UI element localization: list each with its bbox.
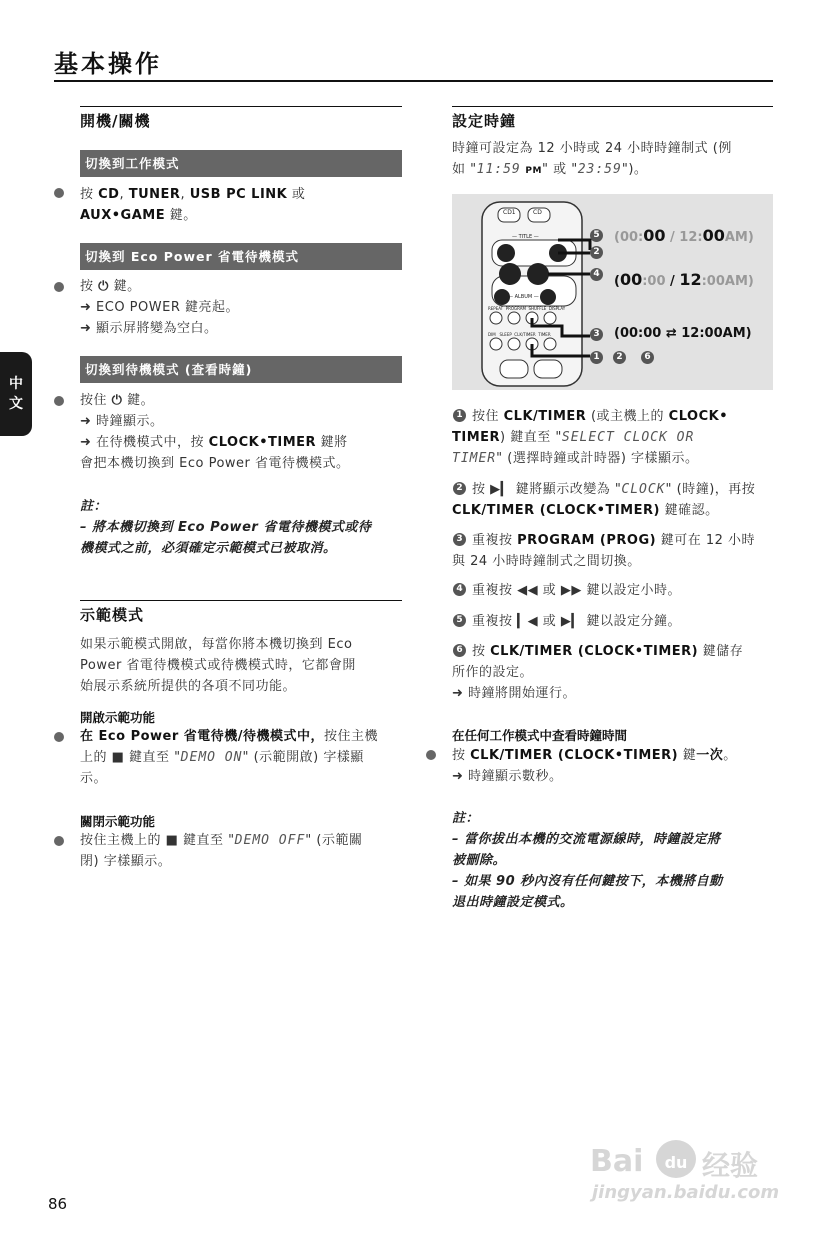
watermark-brand: Bai xyxy=(590,1144,644,1179)
section-title-power: 開機/關機 xyxy=(80,112,151,130)
paragraph-demo-off: 按住主機上的 ■ 鍵直至 "DEMO OFF" (示範關 閉) 字樣顯示。 xyxy=(80,833,363,869)
language-tab-label: 中文 xyxy=(9,376,23,412)
subheading-bar: 切換到待機模式 (查看時鐘) xyxy=(80,356,402,383)
callout-number: 3 xyxy=(590,328,603,341)
paragraph-view-clock: 按 CLK/TIMER (CLOCK•TIMER) 鍵一次。 ➜ 時鐘顯示數秒。 xyxy=(452,748,737,784)
paragraph-clock-intro: 時鐘可設定為 12 小時或 24 小時時鐘制式 (例 如 "11:59 PM" 或 "23:59")。 xyxy=(452,141,732,177)
clock-display-hours: (00:00 / 12:00AM) xyxy=(614,270,754,289)
watermark-url: jingyan.baidu.com xyxy=(592,1182,780,1203)
remote-label: — ALBUM — xyxy=(508,294,539,300)
bullet-icon xyxy=(54,836,64,846)
bullet-icon xyxy=(54,396,64,406)
bullet-icon xyxy=(54,732,64,742)
left-column xyxy=(80,106,402,869)
step-number: 5 xyxy=(453,614,466,627)
step-1: 按住 CLK/TIMER (或主機上的 CLOCK• TIMER) 鍵直至 "SELECT CLOCK OR TIMER" (選擇時鐘或計時器) 字樣顯示。 xyxy=(452,409,729,466)
power-icon: ⏻ xyxy=(111,393,123,408)
remote-figure xyxy=(452,194,773,390)
step-number: 2 xyxy=(453,482,466,495)
paragraph-demo: 如果示範模式開啟，每當你將本機切換到 Eco Power 省電待機模式或待機模式時，它都會開 始展示系統所提供的各項不同功能。 xyxy=(80,637,356,694)
page-title: 基本操作 xyxy=(54,50,162,78)
right-column xyxy=(452,106,773,177)
bullet-icon xyxy=(426,750,436,760)
step-6: 按 CLK/TIMER (CLOCK•TIMER) 鍵儲存 所作的設定。 ➜ 時鐘將開始運行。 xyxy=(452,644,744,701)
step-number: 3 xyxy=(453,533,466,546)
demo-on-heading: 開啟示範功能 xyxy=(80,710,156,725)
demo-off-heading: 關閉示範功能 xyxy=(80,814,156,829)
clock-display-minutes: (00:00 / 12:00AM) xyxy=(614,226,754,245)
paragraph-work-mode: 按 CD, TUNER, USB PC LINK 或 AUX•GAME 鍵。 xyxy=(80,187,306,223)
remote-label: CD xyxy=(533,209,542,216)
step-number: 4 xyxy=(453,583,466,596)
callout-number: 1 xyxy=(590,351,603,364)
section-title-clock: 設定時鐘 xyxy=(452,112,517,130)
view-clock-heading: 在任何工作模式中查看時鐘時間 xyxy=(452,728,628,743)
language-tab xyxy=(0,352,32,436)
remote-label: REPEAT PROGRAM SHUFFLE DISPLAY xyxy=(488,306,566,311)
callout-number: 6 xyxy=(641,351,654,364)
section-title-demo: 示範模式 xyxy=(80,606,145,624)
bullet-icon xyxy=(54,282,64,292)
section-rule xyxy=(80,106,402,107)
step-number: 1 xyxy=(453,409,466,422)
paragraph-demo-on: 在 Eco Power 省電待機/待機模式中，按住主機 上的 ■ 鍵直至 "DEMO ON" (示範開啟) 字樣顯 示。 xyxy=(80,729,379,786)
remote-illustration xyxy=(452,194,773,390)
watermark xyxy=(590,1138,780,1208)
remote-label: — TITLE — xyxy=(512,234,539,240)
step-5: 重複按 ▎◀ 或 ▶▎ 鍵以設定分鐘。 xyxy=(472,614,682,629)
callout-number: 5 xyxy=(590,229,603,242)
subheading-bar: 切換到 Eco Power 省電待機模式 xyxy=(80,243,402,270)
header-rule xyxy=(54,80,773,82)
page-number: 86 xyxy=(48,1195,68,1213)
step-2: 按 ▶▎ 鍵將顯示改變為 "CLOCK" (時鐘)，再按 CLK/TIMER (CLOCK•TIMER) 鍵確認。 xyxy=(452,482,756,518)
bullet-icon xyxy=(54,188,64,198)
callout-number: 4 xyxy=(590,268,603,281)
section-rule xyxy=(452,106,773,107)
remote-label: CD1 xyxy=(503,209,516,216)
power-icon: ⏻ xyxy=(98,279,109,294)
step-3: 重複按 PROGRAM (PROG) 鍵可在 12 小時 與 24 小時時鐘制式之間切換。 xyxy=(452,533,756,569)
watermark-cn: 经验 xyxy=(702,1149,759,1182)
callout-number: 2 xyxy=(590,246,603,259)
section-rule xyxy=(80,600,402,601)
step-4: 重複按 ◀◀ 或 ▶▶ 鍵以設定小時。 xyxy=(472,583,682,598)
remote-label: DIM SLEEP CLK/TIMER TIMER xyxy=(488,332,551,337)
note-power: 註： – 將本機切換到 Eco Power 省電待機模式或待 機模式之前，必須確定示範模式已被取消。 xyxy=(80,499,372,556)
callout-number: 2 xyxy=(613,351,626,364)
paragraph-eco-mode: 按 ⏻ 鍵。 ➜ ECO POWER 鍵亮起。 ➜ 顯示屏將變為空白。 xyxy=(80,279,239,336)
subheading-bar: 切換到工作模式 xyxy=(80,150,402,177)
watermark-paw-icon: du xyxy=(656,1140,696,1178)
paragraph-standby-mode: 按住 ⏻ 鍵。 ➜ 時鐘顯示。 ➜ 在待機模式中，按 CLOCK•TIMER 鍵將 會把本機切換到 Eco Power 省電待機模式。 xyxy=(80,393,350,471)
step-number: 6 xyxy=(453,644,466,657)
clock-display-format: (00:00 ⇄ 12:00AM) xyxy=(614,326,752,341)
note-clock: 註： – 當你拔出本機的交流電源線時，時鐘設定將 被刪除。 – 如果 90 秒內沒有任何鍵按下，本機將自動 退出時鐘設定模式。 xyxy=(452,811,723,910)
